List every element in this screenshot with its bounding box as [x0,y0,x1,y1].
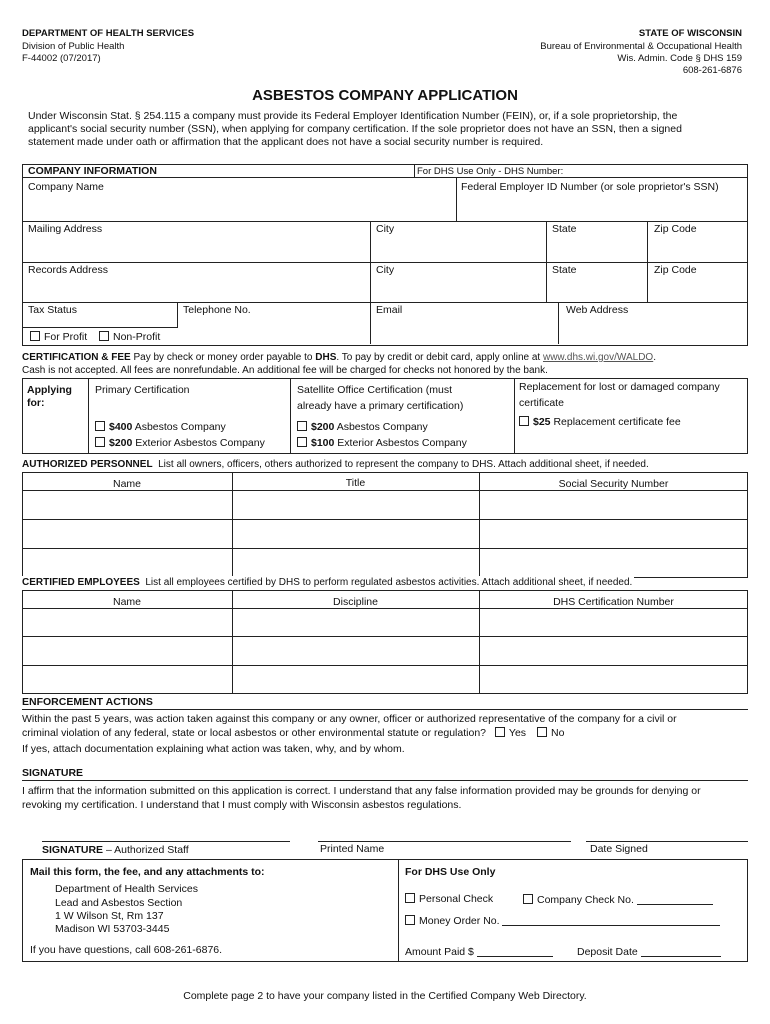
company-check-checkbox[interactable] [523,894,533,904]
satellite-200-label: Asbestos Company [336,421,428,433]
cert-fee-intro [22,351,656,364]
non-profit-label: Non-Profit [113,331,161,343]
company-check-option[interactable] [523,893,713,907]
for-label: for: [27,397,45,409]
satellite-200-option[interactable] [297,421,428,434]
signature-input[interactable] [42,818,290,840]
enforcement-no-label: No [550,727,565,739]
replacement-25-option[interactable] [519,416,681,429]
bureau-name: Bureau of Environmental & Occupational Health [540,41,742,52]
enforcement-no-option[interactable] [537,727,564,739]
replacement-25-price: $25 [533,416,551,428]
mailing-city-input[interactable] [376,238,541,258]
certified-intro [22,576,634,589]
division-name: Division of Public Health [22,41,125,52]
authorized-col-name: Name [112,478,141,490]
fein-input[interactable] [461,196,741,216]
satellite-100-checkbox[interactable] [297,437,307,447]
questions-text: If you have questions, call 608-261-6876. [30,944,223,956]
email-input[interactable] [376,318,552,338]
mailing-zip-input[interactable] [654,238,742,258]
intro-line-3: statement made under oath or affirmation that the applicant does not have a social security number is required. [28,136,544,148]
satellite-100-price: $100 [311,437,335,449]
primary-400-option[interactable] [95,421,226,434]
mailing-city-label: City [376,223,395,235]
certified-row-2[interactable] [22,637,748,665]
mail-address-3: 1 W Wilson St, Rm 137 [55,910,164,922]
certified-row-1[interactable] [22,609,748,636]
company-check-label: Company Check No. [537,894,634,906]
non-profit-checkbox[interactable] [99,331,109,341]
enforcement-no-checkbox[interactable] [537,727,547,737]
company-info-heading: COMPANY INFORMATION [28,165,157,177]
money-order-label: Money Order No. [419,915,500,927]
records-zip-label: Zip Code [654,264,697,276]
records-state-label: State [552,264,577,276]
records-state-input[interactable] [552,279,642,299]
cert-fee-line2: Cash is not accepted. All fees are nonrefundable. An additional fee will be charged for checks not honored by the bank. [22,365,548,376]
mailing-zip-label: Zip Code [654,223,697,235]
enforcement-heading: ENFORCEMENT ACTIONS [22,696,153,708]
for-profit-option[interactable] [30,331,87,344]
telephone-input[interactable] [183,318,365,338]
replacement-25-checkbox[interactable] [519,416,529,426]
amount-paid-field[interactable] [405,945,553,959]
authorized-row-3[interactable] [22,549,748,577]
intro-line-1: Under Wisconsin Stat. § 254.115 a company must provide its Federal Employer Identification Number (FEIN), or, if a sole proprietorship, the [28,110,678,122]
certified-col-name: Name [112,596,141,608]
primary-400-label: Asbestos Company [134,421,226,433]
pay-text-b: . To pay by credit or debit card, apply online at [336,352,541,363]
personal-check-label: Personal Check [419,893,494,905]
enforcement-yes-label: Yes [508,727,527,739]
records-address-input[interactable] [28,279,364,299]
date-signed-input[interactable] [586,818,748,840]
replacement-25-label: Replacement certificate fee [553,416,681,428]
records-address-label: Records Address [28,264,108,276]
personal-check-checkbox[interactable] [405,893,415,903]
telephone-label: Telephone No. [183,304,251,316]
mail-address-1: Department of Health Services [55,883,198,895]
amount-paid-label: Amount Paid $ [405,946,474,958]
authorized-col-ssn: Social Security Number [558,478,669,490]
enforcement-yes-option[interactable] [495,727,526,739]
primary-200-label: Exterior Asbestos Company [135,437,265,449]
printed-name-label: Printed Name [320,843,385,855]
tax-status-label: Tax Status [28,304,78,316]
money-order-checkbox[interactable] [405,915,415,925]
signature-label [42,844,189,857]
primary-200-price: $200 [109,437,133,449]
mail-address-4: Madison WI 53703-3445 [55,923,170,935]
state-name: STATE OF WISCONSIN [638,28,742,39]
page-title: ASBESTOS COMPANY APPLICATION [252,87,518,104]
web-address-label: Web Address [566,304,629,316]
amount-paid-input[interactable] [477,945,553,957]
satellite-200-price: $200 [311,421,335,433]
header-phone: 608-261-6876 [682,65,742,76]
primary-400-checkbox[interactable] [95,421,105,431]
records-zip-input[interactable] [654,279,742,299]
pay-dhs: DHS [315,352,337,363]
signature-line-1: I affirm that the information submitted on this application is correct. I understand that any false information provided may be grounds for denying or [22,785,701,797]
company-name-input[interactable] [28,194,453,214]
records-city-input[interactable] [376,279,541,299]
authorized-row-1[interactable] [22,491,748,519]
mail-heading: Mail this form, the fee, and any attachments to: [30,866,265,878]
for-profit-label: For Profit [44,331,88,343]
money-order-number-input[interactable] [502,914,720,926]
company-check-number-input[interactable] [637,893,713,905]
web-address-input[interactable] [566,318,742,338]
deposit-date-field[interactable] [577,945,721,959]
primary-400-price: $400 [109,421,133,433]
signature-line-2: revoking my certification. I understand that I must comply with Wisconsin asbestos regulations. [22,799,462,811]
form-number: F-44002 (07/2017) [22,53,101,64]
cert-fee-heading: CERTIFICATION & FEE [22,352,131,363]
enforcement-line-2 [22,727,564,741]
enforcement-line-1: Within the past 5 years, was action taken against this company or any owner, officer or authorized representative of the company for a civil or [22,713,677,725]
company-name-label: Company Name [28,181,104,193]
signature-label-rest: – Authorized Staff [103,844,189,856]
deposit-date-label: Deposit Date [577,946,638,958]
admin-code: Wis. Admin. Code § DHS 159 [617,53,742,64]
certified-col-discipline: Discipline [333,596,378,608]
dhs-only-heading: For DHS Use Only [405,866,496,878]
certified-row-3[interactable] [22,666,748,693]
certified-desc: List all employees certified by DHS to perform regulated asbestos activities. Attach additional sheet, if needed. [145,577,633,588]
satellite-label-1: Satellite Office Certification (must [297,384,453,396]
intro-line-2: applicant's social security number (SSN), when applying for company certification. If the sole proprietor does not have an SSN, then a signed [28,123,682,135]
non-profit-option[interactable] [99,331,160,344]
mailing-state-input[interactable] [552,238,642,258]
mailing-state-label: State [552,223,577,235]
fein-label: Federal Employer ID Number (or sole proprietor's SSN) [461,181,719,193]
printed-name-input[interactable] [318,818,571,840]
replacement-label-2: certificate [519,397,564,409]
applying-label: Applying [27,384,72,396]
satellite-100-label: Exterior Asbestos Company [337,437,467,449]
records-city-label: City [376,264,395,276]
replacement-label-1: Replacement for lost or damaged company [519,381,720,393]
certified-heading: CERTIFIED EMPLOYEES [22,577,140,588]
enforcement-yes-checkbox[interactable] [495,727,505,737]
deposit-date-input[interactable] [641,945,721,957]
for-profit-checkbox[interactable] [30,331,40,341]
mailing-address-input[interactable] [28,238,364,258]
date-signed-label: Date Signed [590,843,648,855]
footer-note: Complete page 2 to have your company listed in the Certified Company Web Directory. [183,990,587,1002]
email-label: Email [376,304,403,316]
authorized-desc: List all owners, officers, others authorized to represent the company to DHS. Attach additional sheet, if needed. [158,459,649,470]
personal-check-option[interactable] [405,893,493,906]
primary-200-option[interactable] [95,437,265,450]
waldo-link[interactable]: www.dhs.wi.gov/WALDO [542,352,654,363]
primary-200-checkbox[interactable] [95,437,105,447]
satellite-label-2: already have a primary certification) [297,400,464,412]
money-order-option[interactable] [405,914,720,928]
satellite-100-option[interactable] [297,437,467,450]
signature-label-bold: SIGNATURE [42,844,104,856]
mailing-address-label: Mailing Address [28,223,103,235]
authorized-col-title: Title [345,477,366,489]
authorized-intro [22,458,649,471]
enforcement-question: criminal violation of any federal, state or local asbestos or other environmental statute or regulation? [22,727,486,739]
pay-text-a: Pay by check or money order payable to [133,352,313,363]
signature-heading: SIGNATURE [22,767,84,779]
pay-period: . [653,352,656,363]
authorized-row-2[interactable] [22,520,748,548]
authorized-heading: AUTHORIZED PERSONNEL [22,459,153,470]
satellite-200-checkbox[interactable] [297,421,307,431]
certified-col-number: DHS Certification Number [553,596,674,608]
enforcement-line-3: If yes, attach documentation explaining what action was taken, why, and by whom. [22,743,405,755]
dhs-number-label: For DHS Use Only - DHS Number: [417,166,564,177]
department-name: DEPARTMENT OF HEALTH SERVICES [22,28,195,39]
primary-cert-label: Primary Certification [95,384,190,396]
mail-address-2: Lead and Asbestos Section [55,897,183,909]
